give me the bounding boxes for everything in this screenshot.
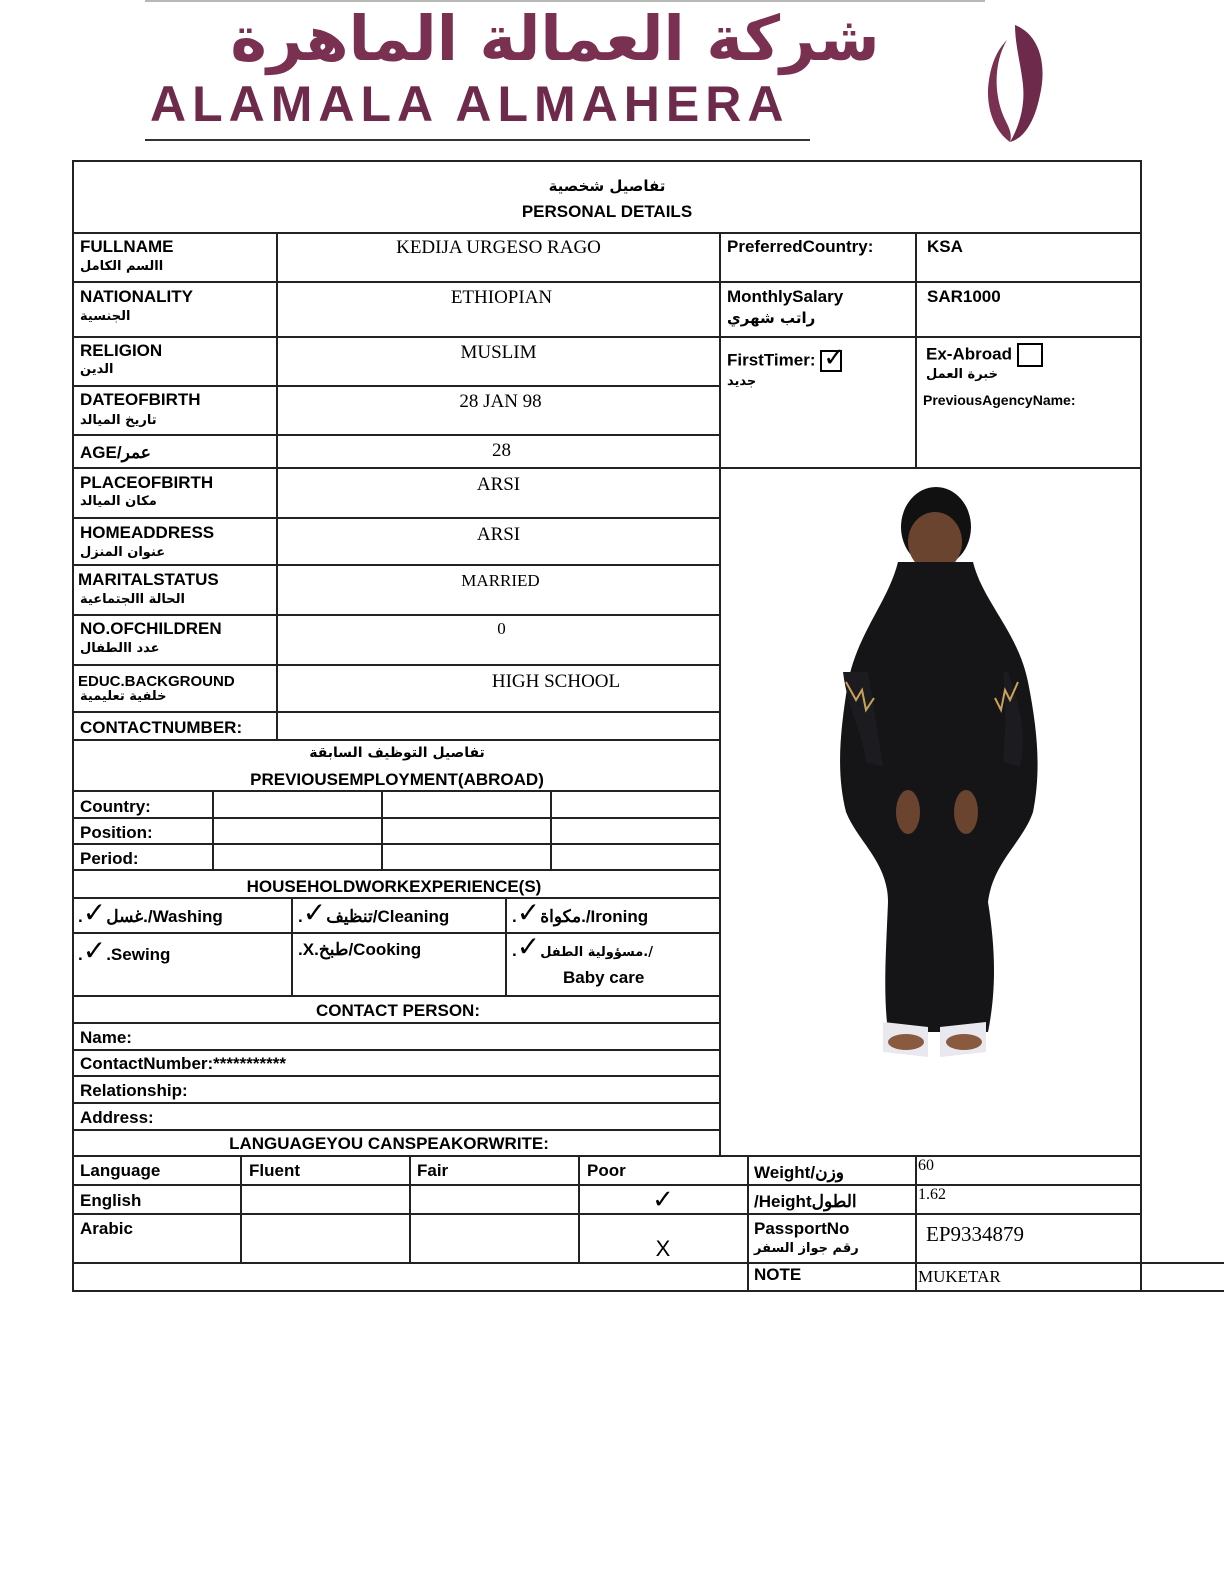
first-timer-label: FirstTimer: bbox=[727, 350, 816, 370]
note-value: MUKETAR bbox=[918, 1267, 1001, 1286]
contact-person-number-label: ContactNumber:*********** bbox=[80, 1054, 286, 1073]
lang-header-fluent: Fluent bbox=[249, 1161, 300, 1180]
religion-value: MUSLIM bbox=[460, 342, 537, 363]
height-value: 1.62 bbox=[918, 1186, 946, 1203]
prev-country-label: Country: bbox=[80, 797, 151, 816]
monthly-salary-value: SAR1000 bbox=[927, 287, 1001, 306]
fullname-label: FULLNAME bbox=[80, 237, 174, 256]
nationality-label-ar: الجنسية bbox=[80, 309, 131, 324]
previous-employment-title: PREVIOUSEMPLOYMENT(ABROAD) bbox=[250, 770, 544, 789]
home-address-label: HOMEADDRESS bbox=[80, 523, 215, 542]
contact-name-label: Name: bbox=[80, 1028, 132, 1047]
home-address-value: ARSI bbox=[476, 524, 521, 545]
household-item-sewing: .✓.Sewing bbox=[78, 934, 171, 967]
home-address-label-ar: عنوان المنزل bbox=[80, 545, 166, 560]
languages-title: LANGUAGEYOU CANSPEAKORWRITE: bbox=[229, 1134, 549, 1153]
preferred-country-label: PreferredCountry: bbox=[727, 237, 874, 256]
passport-label-ar: رقم جواز السفر bbox=[754, 1241, 859, 1256]
ex-abroad-checkbox[interactable] bbox=[1017, 343, 1043, 367]
education-label: EDUC.BACKGROUND bbox=[78, 673, 235, 690]
first-timer-label-ar: جديد bbox=[727, 374, 757, 389]
cross-icon: X bbox=[302, 940, 315, 959]
contact-number-label: CONTACTNUMBER: bbox=[80, 718, 243, 737]
ex-abroad-label: Ex-Abroad bbox=[926, 344, 1012, 364]
children-value: 0 bbox=[497, 619, 506, 638]
weight-value: 60 bbox=[918, 1157, 934, 1174]
check-icon: ✓ bbox=[82, 934, 107, 967]
check-icon: ✓ bbox=[823, 343, 846, 373]
lang-header-language: Language bbox=[80, 1161, 161, 1180]
children-label: NO.OFCHILDREN bbox=[80, 619, 222, 638]
babycare-label: Baby care bbox=[563, 968, 645, 987]
prev-period-label: Period: bbox=[80, 849, 139, 868]
passport-label: PassportNo bbox=[754, 1219, 850, 1238]
dob-label: DATEOFBIRTH bbox=[80, 390, 201, 409]
ex-abroad-label-ar: خبرة العمل bbox=[926, 367, 998, 382]
first-timer-checkbox[interactable] bbox=[820, 343, 846, 373]
lang-arabic: Arabic bbox=[80, 1219, 133, 1238]
check-icon: ✓ bbox=[516, 896, 541, 929]
ex-abroad-field bbox=[926, 343, 1043, 367]
personal-details-title-ar: تفاصيل شخصية bbox=[548, 177, 666, 195]
marital-status-label-ar: الحالة االجتماعية bbox=[80, 592, 186, 607]
education-value: HIGH SCHOOL bbox=[491, 671, 621, 692]
marital-status-label: MARITALSTATUS bbox=[78, 570, 219, 589]
previous-agency-label: PreviousAgencyName: bbox=[923, 392, 1076, 408]
check-icon: ✓ bbox=[302, 896, 327, 929]
company-name-arabic: شركة العمالة الماهرة bbox=[230, 2, 880, 75]
prev-position-label: Position: bbox=[80, 823, 153, 842]
check-icon: ✓ bbox=[516, 930, 541, 963]
check-icon: ✓ bbox=[652, 1185, 674, 1215]
passport-value: EP9334879 bbox=[926, 1222, 1025, 1246]
contact-person-title: CONTACT PERSON: bbox=[315, 1001, 480, 1020]
fullname-label-ar: االسم الكامل bbox=[80, 259, 164, 274]
weight-label: Weight/وزن bbox=[754, 1163, 844, 1182]
religion-label: RELIGION bbox=[80, 341, 163, 360]
household-item-washing: .✓غسل./Washing bbox=[78, 896, 223, 929]
education-label-ar: خلفية تعليمية bbox=[80, 689, 167, 704]
household-title: HOUSEHOLDWORKEXPERIENCE(S) bbox=[246, 877, 542, 896]
monthly-salary-label: MonthlySalary bbox=[727, 287, 844, 306]
female-profile-emblem-icon bbox=[985, 20, 1050, 145]
age-label: AGE/عمر bbox=[80, 443, 151, 462]
age-value: 28 bbox=[492, 440, 511, 461]
applicant-photo-icon bbox=[828, 482, 1043, 1072]
nationality-value: ETHIOPIAN bbox=[450, 287, 553, 308]
pob-label: PLACEOFBIRTH bbox=[80, 473, 214, 492]
household-item-ironing: .✓مكواة./Ironing bbox=[512, 896, 649, 929]
check-icon: ✓ bbox=[82, 896, 107, 929]
household-item-cooking: .X.طبخ/Cooking bbox=[298, 940, 422, 959]
lang-header-fair: Fair bbox=[417, 1161, 449, 1180]
contact-relationship-label: Relationship: bbox=[80, 1081, 188, 1100]
cross-icon: X bbox=[655, 1236, 671, 1261]
previous-employment-title-ar: تفاصيل التوظيف السابقة bbox=[309, 745, 485, 761]
personal-details-title: PERSONAL DETAILS bbox=[521, 202, 693, 221]
height-label: /Heightالطول bbox=[754, 1192, 857, 1211]
fullname-value: KEDIJA URGESO RAGO bbox=[396, 237, 601, 258]
first-timer-field bbox=[727, 343, 846, 373]
preferred-country-value: KSA bbox=[927, 237, 963, 256]
household-item-cleaning: .✓تنظيف/Cleaning bbox=[298, 896, 450, 929]
lang-english: English bbox=[80, 1191, 142, 1210]
household-item-babycare: .✓مسؤولية الطفل./ bbox=[512, 930, 653, 963]
lang-header-poor: Poor bbox=[587, 1161, 626, 1180]
dob-value: 28 JAN 98 bbox=[459, 391, 542, 412]
nationality-label: NATIONALITY bbox=[80, 287, 194, 306]
pob-label-ar: مكان الميالد bbox=[80, 494, 157, 509]
contact-address-label: Address: bbox=[80, 1108, 154, 1127]
marital-status-value: MARRIED bbox=[461, 571, 540, 590]
note-label: NOTE bbox=[754, 1265, 802, 1284]
dob-label-ar: تاريخ الميالد bbox=[80, 413, 157, 428]
religion-label-ar: الدين bbox=[80, 362, 114, 377]
company-name-english: ALAMALA ALMAHERA bbox=[150, 76, 790, 132]
logo-underline bbox=[145, 139, 810, 141]
pob-value: ARSI bbox=[476, 474, 521, 495]
children-label-ar: عدد االطفال bbox=[80, 641, 160, 656]
monthly-salary-label-ar: راتب شهري bbox=[727, 309, 816, 327]
